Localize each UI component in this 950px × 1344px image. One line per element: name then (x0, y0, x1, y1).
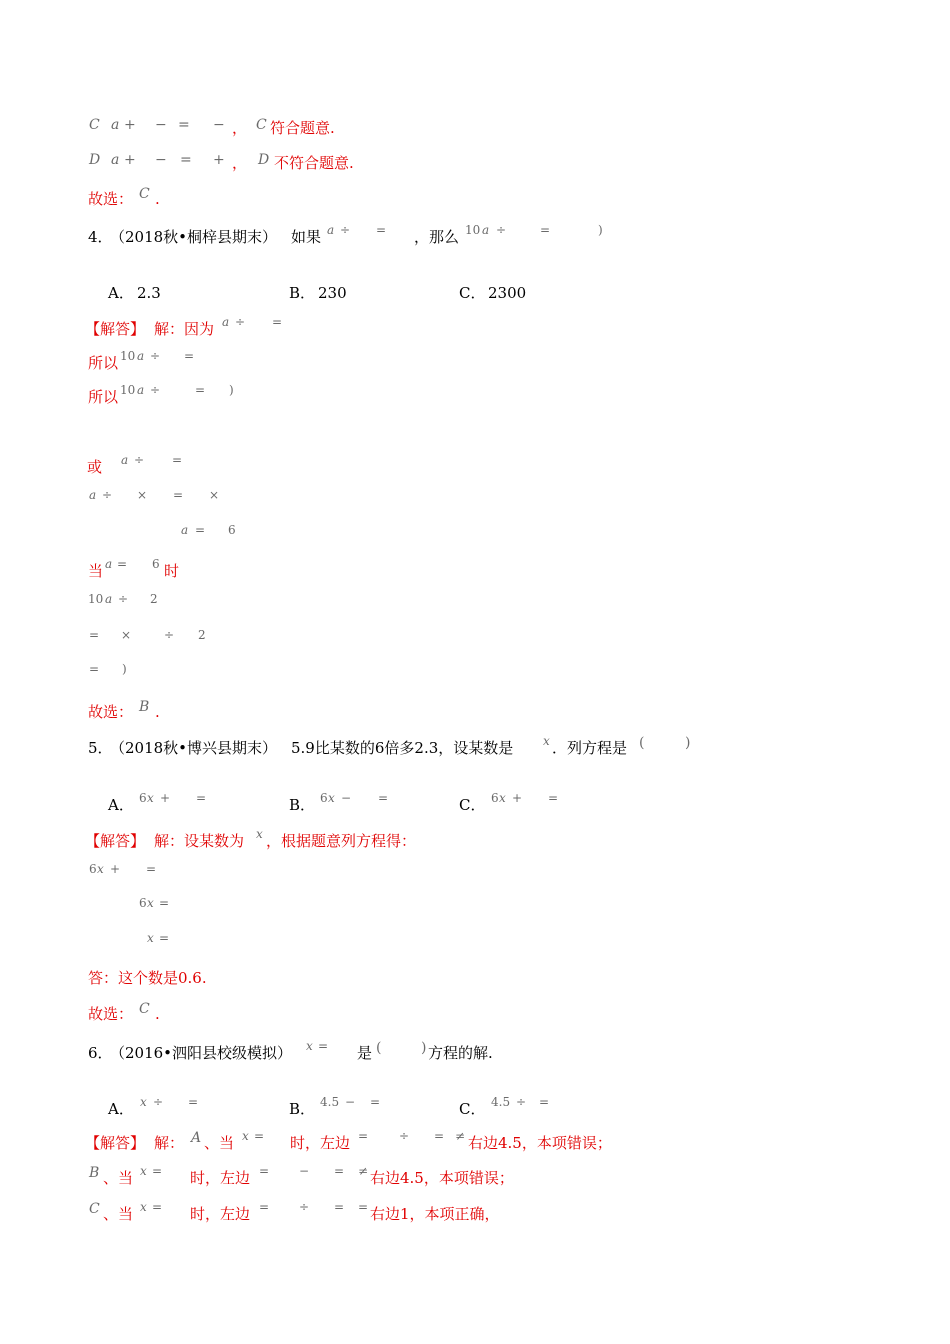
math-var: x (328, 791, 335, 805)
math-var: x (242, 1129, 249, 1143)
option-c-label: C． (459, 1100, 486, 1118)
math-op: = (318, 1039, 329, 1053)
math-var: a (105, 592, 113, 606)
math-paren: ) (122, 662, 127, 676)
math-var: x (147, 931, 154, 945)
math-paren: ) (598, 223, 603, 237)
solution-tag: 【解答】 (85, 1134, 146, 1152)
math-var: x (543, 734, 550, 748)
math-num: 10 (120, 383, 136, 397)
answer-prefix: 故选： (88, 1005, 134, 1023)
math-op: ÷ (516, 1095, 527, 1109)
math-op: = (117, 557, 128, 571)
math-var: x (306, 1039, 313, 1053)
option-letter: D (258, 152, 270, 168)
math-op: = (172, 453, 183, 467)
math-op: ÷ (164, 628, 175, 642)
math-op: ≠ (358, 1164, 369, 1178)
question-source: （2018秋•博兴县期末） (110, 739, 278, 757)
math-op: ÷ (118, 592, 129, 606)
math-op: + (512, 791, 523, 805)
option-letter: C (89, 117, 100, 133)
math-op: = (196, 791, 207, 805)
math-op: = (254, 1129, 265, 1143)
math-op: ÷ (399, 1129, 410, 1143)
math-op: = (152, 1164, 163, 1178)
math-op: = (184, 349, 195, 363)
question-source: （2018秋•桐梓县期末） (110, 228, 278, 246)
question-number: 4． (88, 228, 113, 246)
option-letter: D (89, 152, 101, 168)
math-op: = (539, 1095, 550, 1109)
math-op: ÷ (153, 1095, 164, 1109)
math-op: = (178, 117, 190, 133)
math-op: − (213, 117, 225, 133)
answer-end: . (155, 190, 160, 208)
math-var: a (137, 383, 145, 397)
math-op: × (121, 628, 132, 642)
math-paren: ) (421, 1040, 427, 1056)
solution-text: 时，左边 (290, 1134, 351, 1152)
answer-prefix: 故选： (88, 190, 134, 208)
option-c-label: C． (459, 284, 486, 302)
math-num: 4.5 (320, 1095, 340, 1109)
answer-end: . (155, 1005, 160, 1023)
answer-letter: C (139, 1001, 150, 1017)
math-op: = (180, 152, 192, 168)
answer-text: 答：这个数是0.6. (88, 969, 207, 987)
math-num: 6 (491, 791, 499, 805)
math-paren: ) (685, 735, 691, 751)
math-op: ÷ (150, 349, 161, 363)
math-op: + (124, 117, 136, 133)
math-op: = (188, 1095, 199, 1109)
math-var: a (181, 523, 189, 537)
solution-text: 右边4.5，本项错误； (468, 1134, 612, 1152)
solution-tag: 【解答】 (85, 832, 146, 850)
math-op: ÷ (134, 453, 145, 467)
math-num: 6 (139, 896, 147, 910)
option-letter: A (191, 1130, 202, 1146)
math-var: x (256, 827, 263, 841)
math-op: = (89, 628, 100, 642)
question-text: 如果 (291, 228, 322, 246)
math-op: + (110, 862, 121, 876)
math-var: x (499, 791, 506, 805)
math-op: ÷ (340, 223, 351, 237)
comma: ， (232, 119, 248, 137)
solution-text: ，根据题意列方程得： (266, 832, 417, 850)
solution-text: 或 (87, 458, 103, 476)
math-paren: ) (229, 383, 234, 397)
question-text: 5.9比某数的6倍多2.3，设某数是 (291, 739, 514, 757)
math-var: a (111, 117, 120, 133)
solution-text: 所以 (88, 388, 119, 406)
option-a-label: A． (108, 796, 134, 814)
math-num: 4.5 (491, 1095, 511, 1109)
math-op: = (358, 1200, 369, 1214)
math-op: = (146, 862, 157, 876)
math-op: = (259, 1200, 270, 1214)
question-text: 方程的解. (428, 1044, 493, 1062)
math-var: a (222, 315, 230, 329)
option-a-label: A． (108, 1100, 134, 1118)
math-op: = (358, 1129, 369, 1143)
option-b-value: 230 (318, 284, 347, 302)
math-num: 6 (89, 862, 97, 876)
math-op: ≠ (455, 1129, 466, 1143)
option-b-label: B． (289, 796, 316, 814)
question-number: 5． (88, 739, 113, 757)
math-var: x (140, 1200, 147, 1214)
option-c-value: 2300 (488, 284, 527, 302)
solution-text: 右边1，本项正确， (370, 1205, 500, 1223)
math-op: = (376, 223, 387, 237)
math-op: − (341, 791, 352, 805)
math-op: = (378, 791, 389, 805)
math-num: 10 (465, 223, 481, 237)
math-var: x (140, 1164, 147, 1178)
math-num: 6 (152, 557, 160, 571)
question-number: 6． (88, 1044, 113, 1062)
math-op: ÷ (496, 223, 507, 237)
math-var: x (140, 1095, 147, 1109)
math-num: 2 (150, 592, 158, 606)
math-op: = (370, 1095, 381, 1109)
solution-text: 、当 (204, 1134, 235, 1152)
math-op: − (155, 152, 167, 168)
solution-text: 当 (88, 562, 104, 580)
math-paren: ( (639, 735, 645, 751)
math-op: = (152, 1200, 163, 1214)
math-num: 10 (88, 592, 104, 606)
math-op: = (173, 488, 184, 502)
answer-prefix: 故选： (88, 703, 134, 721)
math-op: × (137, 488, 148, 502)
solution-text: 所以 (88, 354, 119, 372)
math-paren: ( (376, 1040, 382, 1056)
math-op: = (434, 1129, 445, 1143)
verdict-text: 符合题意. (270, 119, 335, 137)
solution-text: 、当 (103, 1169, 134, 1187)
math-op: ÷ (235, 315, 246, 329)
math-op: + (124, 152, 136, 168)
math-num: 6 (139, 791, 147, 805)
option-b-label: B． (289, 1100, 316, 1118)
math-num: 10 (120, 349, 136, 363)
math-op: = (159, 931, 170, 945)
question-source: （2016•泗阳县校级模拟） (110, 1044, 293, 1062)
math-op: ÷ (299, 1200, 310, 1214)
answer-letter: C (139, 186, 150, 202)
solution-text: 解： (154, 1134, 185, 1152)
question-text: ．列方程是 (552, 739, 628, 757)
math-var: x (147, 791, 154, 805)
option-b-label: B． (289, 284, 316, 302)
solution-text: 右边4.5，本项错误； (370, 1169, 514, 1187)
math-op: = (195, 523, 206, 537)
math-op: = (159, 896, 170, 910)
math-num: 2 (198, 628, 206, 642)
solution-text: 时 (164, 562, 180, 580)
math-var: a (111, 152, 120, 168)
math-op: − (345, 1095, 356, 1109)
solution-tag: 【解答】 (85, 320, 146, 338)
math-var: a (137, 349, 145, 363)
math-op: = (540, 223, 551, 237)
option-letter: B (89, 1165, 100, 1181)
math-var: x (147, 896, 154, 910)
math-op: × (209, 488, 220, 502)
option-a-value: 2.3 (137, 284, 161, 302)
verdict-text: 不符合题意. (274, 154, 354, 172)
math-op: = (548, 791, 559, 805)
option-letter: C (89, 1201, 100, 1217)
math-op: + (213, 152, 225, 168)
math-op: = (259, 1164, 270, 1178)
solution-text: 、当 (103, 1205, 134, 1223)
solution-text: 时，左边 (190, 1169, 251, 1187)
option-letter: C (256, 117, 267, 133)
math-num: 6 (228, 523, 236, 537)
math-op: + (160, 791, 171, 805)
math-op: = (334, 1200, 345, 1214)
math-op: = (272, 315, 283, 329)
math-op: = (334, 1164, 345, 1178)
question-text: 是 (357, 1044, 373, 1062)
math-var: a (105, 557, 113, 571)
math-op: ÷ (150, 383, 161, 397)
answer-letter: B (139, 699, 150, 715)
math-op: = (195, 383, 206, 397)
option-a-label: A． (108, 284, 134, 302)
math-op: − (155, 117, 167, 133)
math-num: 6 (320, 791, 328, 805)
math-var: x (97, 862, 104, 876)
math-op: − (299, 1164, 310, 1178)
solution-text: 解：因为 (154, 320, 215, 338)
answer-end: . (155, 703, 160, 721)
option-c-label: C． (459, 796, 486, 814)
solution-text: 时，左边 (190, 1205, 251, 1223)
math-var: a (327, 223, 335, 237)
math-op: ÷ (102, 488, 113, 502)
question-text: ，那么 (414, 228, 460, 246)
math-var: a (89, 488, 97, 502)
comma: ， (232, 154, 248, 172)
math-var: a (482, 223, 490, 237)
math-var: a (121, 453, 129, 467)
solution-text: 解：设某数为 (154, 832, 245, 850)
math-op: = (89, 662, 100, 676)
